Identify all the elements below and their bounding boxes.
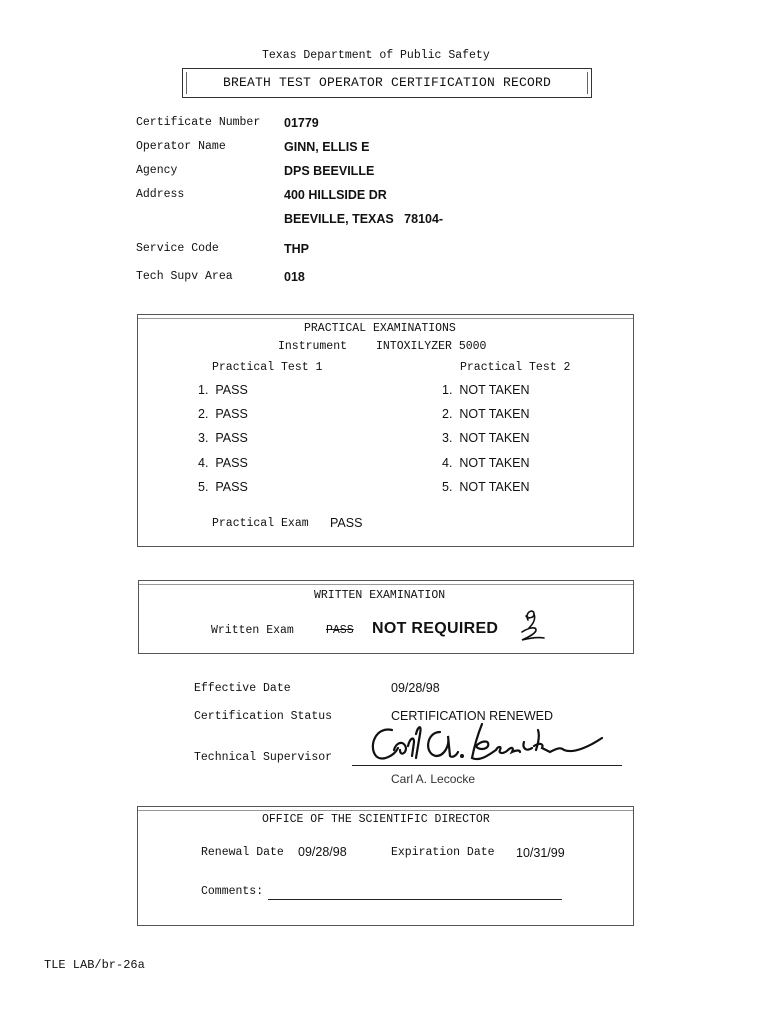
department-name: Texas Department of Public Safety — [262, 49, 490, 62]
effective-date-label: Effective Date — [194, 682, 291, 695]
address-line1: 400 HILLSIDE DR — [284, 188, 387, 202]
expiration-date-label: Expiration Date — [391, 846, 495, 859]
instrument-value: INTOXILYZER 5000 — [376, 340, 487, 353]
initials-mark — [514, 606, 548, 644]
renewal-date-label: Renewal Date — [201, 846, 284, 859]
list-item: 4. PASS — [198, 456, 248, 470]
practical-exam-result: PASS — [330, 516, 363, 530]
comments-line — [268, 899, 562, 900]
practical-exam-label: Practical Exam — [212, 517, 309, 530]
office-heading: OFFICE OF THE SCIENTIFIC DIRECTOR — [262, 813, 490, 826]
tech-supv-area-value: 018 — [284, 270, 305, 284]
certificate-number-value: 01779 — [284, 116, 319, 130]
written-exam-struck-result: PASS — [326, 624, 354, 637]
address-label: Address — [136, 188, 185, 201]
list-item: 1. PASS — [198, 383, 248, 397]
certificate-number-label: Certificate Number — [136, 116, 261, 129]
list-item: 4. NOT TAKEN — [442, 456, 530, 470]
practical-test2-label: Practical Test 2 — [460, 361, 571, 374]
supervisor-signature — [364, 716, 612, 768]
agency-value: DPS BEEVILLE — [284, 164, 375, 178]
practical-test1-label: Practical Test 1 — [212, 361, 323, 374]
practical-heading: PRACTICAL EXAMINATIONS — [304, 322, 456, 335]
supervisor-printed-name: Carl A. Lecocke — [391, 772, 476, 786]
list-item: 2. PASS — [198, 407, 248, 421]
renewal-date-value: 09/28/98 — [298, 845, 347, 859]
list-item: 5. PASS — [198, 480, 248, 494]
form-title-box — [182, 68, 592, 98]
operator-name-label: Operator Name — [136, 140, 226, 153]
written-exam-label: Written Exam — [211, 624, 294, 637]
expiration-date-value: 10/31/99 — [516, 846, 565, 860]
tech-supv-area-label: Tech Supv Area — [136, 270, 233, 283]
effective-date-value: 09/28/98 — [391, 681, 440, 695]
written-heading: WRITTEN EXAMINATION — [314, 589, 446, 602]
address-line2: BEEVILLE, TEXAS 78104- — [284, 212, 444, 226]
service-code-label: Service Code — [136, 242, 219, 255]
agency-label: Agency — [136, 164, 178, 177]
list-item: 5. NOT TAKEN — [442, 480, 530, 494]
list-item: 3. NOT TAKEN — [442, 431, 530, 445]
instrument-label: Instrument — [278, 340, 348, 353]
form-title: BREATH TEST OPERATOR CERTIFICATION RECORD — [222, 75, 552, 90]
operator-name-value: GINN, ELLIS E — [284, 140, 370, 154]
comments-label: Comments: — [201, 885, 264, 898]
form-code: TLE LAB/br-26a — [44, 958, 145, 972]
list-item: 3. PASS — [198, 431, 248, 445]
list-item: 1. NOT TAKEN — [442, 383, 530, 397]
technical-supervisor-label: Technical Supervisor — [194, 751, 333, 764]
written-exam-result: NOT REQUIRED — [372, 620, 499, 637]
list-item: 2. NOT TAKEN — [442, 407, 530, 421]
service-code-value: THP — [284, 242, 309, 256]
certification-status-value: CERTIFICATION RENEWED — [391, 709, 554, 723]
certification-status-label: Certification Status — [194, 710, 333, 723]
